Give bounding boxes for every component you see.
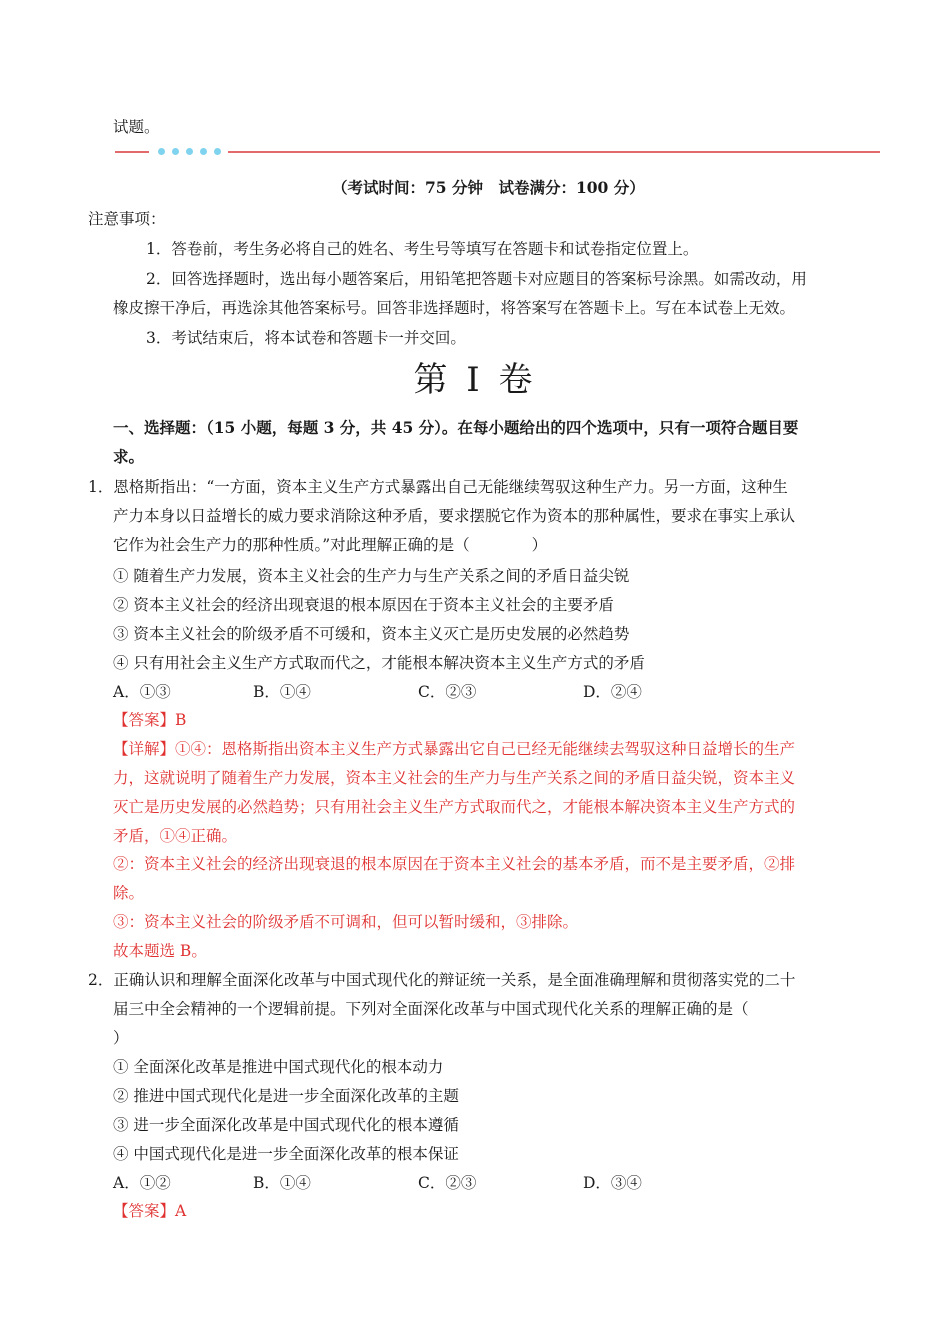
- note-item-1: 1．答卷前，考生务必将自己的姓名、考生号等填写在答题卡和试卷指定位置上。: [146, 240, 699, 258]
- part1-heading-line-2: 求。: [113, 447, 145, 466]
- q1-option-c: C．②③: [418, 683, 477, 701]
- q1-explanation-line-2: 力，这就说明了随着生产力发展，资本主义社会的生产力与生产关系之间的矛盾日益尖锐，资本主义: [113, 769, 796, 787]
- q1-statement-1: ① 随着生产力发展，资本主义社会的生产力与生产关系之间的矛盾日益尖锐: [113, 567, 630, 585]
- q1-statement-4: ④ 只有用社会主义生产方式取而代之，才能根本解决资本主义生产方式的矛盾: [113, 654, 645, 672]
- q2-stem-line-2: 届三中全会精神的一个逻辑前提。下列对全面深化改革与中国式现代化关系的理解正确的是（: [113, 1000, 749, 1018]
- q1-option-d: D．②④: [583, 683, 642, 701]
- q1-explanation-line-1: 【详解】①④：恩格斯指出资本主义生产方式暴露出它自己已经无能继续去驾驭这种日益增长的生产: [113, 740, 796, 758]
- dot-icon: [186, 148, 193, 155]
- q2-option-d: D．③④: [583, 1174, 642, 1192]
- decorative-dots: [158, 148, 221, 155]
- q2-option-a: A．①②: [113, 1174, 171, 1192]
- note-item-2-line-2: 橡皮擦干净后，再选涂其他答案标号。回答非选择题时，将答案写在答题卡上。写在本试卷上无效。: [113, 299, 796, 317]
- note-item-2-line-1: 2．回答选择题时，选出每小题答案后，用铅笔把答题卡对应题目的答案标号涂黑。如需改动，用: [146, 270, 807, 288]
- q1-explanation-line-7: ③：资本主义社会的阶级矛盾不可调和，但可以暂时缓和，③排除。: [113, 913, 579, 931]
- q1-stem-line-1: 1．恩格斯指出：“一方面，资本主义生产方式暴露出自己无能继续驾驭这种生产力。另一方面，这种生: [88, 478, 788, 496]
- q1-statement-3: ③ 资本主义社会的阶级矛盾不可缓和，资本主义灭亡是历史发展的必然趋势: [113, 625, 630, 643]
- q2-statement-3: ③ 进一步全面深化改革是中国式现代化的根本遵循: [113, 1116, 459, 1134]
- q2-option-b: B．①④: [253, 1174, 311, 1192]
- part1-heading-line-1: 一、选择题：（15 小题，每题 3 分，共 45 分）。在每小题给出的四个选项中，只有一项符合题目要: [113, 418, 799, 437]
- exam-info: （考试时间：75 分钟 试卷满分：100 分）: [332, 178, 645, 197]
- q1-answer: 【答案】B: [113, 711, 187, 729]
- decorative-rule-left: [115, 151, 149, 153]
- q1-option-a: A．①③: [113, 683, 171, 701]
- dot-icon: [200, 148, 207, 155]
- q2-statement-1: ① 全面深化改革是推进中国式现代化的根本动力: [113, 1058, 444, 1076]
- q2-statement-4: ④ 中国式现代化是进一步全面深化改革的根本保证: [113, 1145, 459, 1163]
- decorative-rule-right: [228, 151, 880, 153]
- section-title: 第 I 卷: [413, 360, 537, 400]
- note-item-3: 3．考试结束后，将本试卷和答题卡一并交回。: [146, 329, 466, 347]
- q2-option-c: C．②③: [418, 1174, 477, 1192]
- q1-explanation-line-4: 矛盾，①④正确。: [113, 827, 238, 845]
- q2-statement-2: ② 推进中国式现代化是进一步全面深化改革的主题: [113, 1087, 459, 1105]
- q1-statement-2: ② 资本主义社会的经济出现衰退的根本原因在于资本主义社会的主要矛盾: [113, 596, 614, 614]
- q2-answer: 【答案】A: [113, 1202, 187, 1220]
- q1-explanation-line-6: 除。: [113, 884, 145, 902]
- dot-icon: [172, 148, 179, 155]
- dot-icon: [214, 148, 221, 155]
- q2-stem-line-1: 2．正确认识和理解全面深化改革与中国式现代化的辩证统一关系，是全面准确理解和贯彻落实党的二十: [88, 971, 796, 989]
- q2-stem-line-3: ）: [113, 1029, 129, 1047]
- q1-stem-line-2: 产力本身以日益增长的威力要求消除这种矛盾，要求摆脱它作为资本的那种属性，要求在事实上承认: [113, 507, 796, 525]
- dot-icon: [158, 148, 165, 155]
- header-text: 试题。: [113, 118, 160, 136]
- notes-title: 注意事项：: [88, 210, 166, 228]
- q1-explanation-line-3: 灭亡是历史发展的必然趋势；只有用社会主义生产方式取而代之，才能根本解决资本主义生产方式的: [113, 798, 796, 816]
- q1-conclusion: 故本题选 B。: [113, 942, 207, 960]
- q1-explanation-line-5: ②：资本主义社会的经济出现衰退的根本原因在于资本主义社会的基本矛盾，而不是主要矛盾，②排: [113, 855, 796, 873]
- q1-stem-line-3: 它作为社会生产力的那种性质。”对此理解正确的是（ ）: [113, 536, 548, 554]
- q1-option-b: B．①④: [253, 683, 311, 701]
